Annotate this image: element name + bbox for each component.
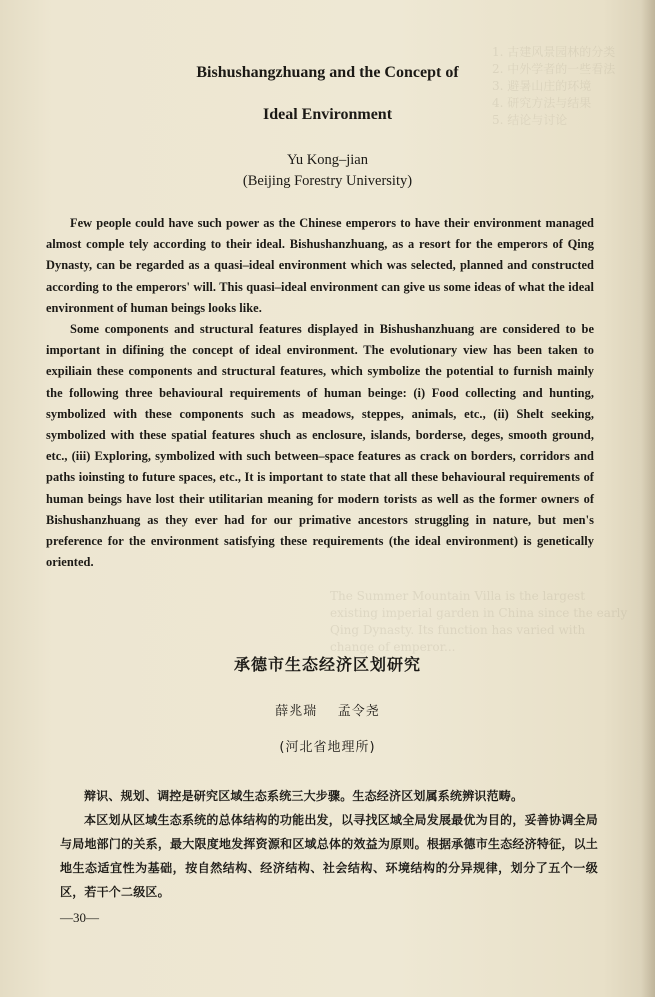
article-title-line-1: Bishushangzhuang and the Concept of bbox=[196, 64, 459, 81]
abstract-paragraph-1-text: Few people could have such power as the Chinese emperors to have their environment managed almost comple tely according to their ideal. Bishushanzhuang, as a resort for the emperors of Qing Dynasty, can be regarded as a quasi–ideal environment which was selected, planned and constructed according to the emperors' will. This quasi–ideal environment can give us some ideas of what the ideal environment of human beings looks like. bbox=[46, 216, 594, 315]
cn-paragraph-1 bbox=[60, 784, 598, 808]
abstract-paragraph-1 bbox=[46, 213, 594, 319]
cn-affiliation: (河北省地理所) bbox=[279, 740, 376, 755]
bleed-through-text-top: 1. 古建风景园林的分类 2. 中外学者的一些看法 3. 避暑山庄的环境 4. 研究方法与结果 5. 结论与讨论 bbox=[492, 45, 616, 127]
cn-article-title: 承德市生态经济区划研究 bbox=[233, 655, 421, 674]
article-title-line-2: Ideal Environment bbox=[262, 106, 393, 123]
bleed-through-text-lower: The Summer Mountain Villa is the largest existing imperial garden in China since the early Qing Dynasty. Its function has varied with change of emperor... bbox=[330, 589, 628, 654]
page-number: —30— bbox=[60, 910, 99, 925]
cn-authors: 薛兆瑞 孟令尧 bbox=[275, 704, 380, 719]
cn-paragraph-1-text: 辩识、规划、调控是研究区域生态系统三大步骤。生态经济区划属系统辨识范畴。 bbox=[84, 789, 524, 803]
abstract-paragraph-2 bbox=[46, 319, 594, 573]
cn-paragraph-2 bbox=[60, 808, 598, 904]
abstract-paragraph-2-text: Some components and structural features displayed in Bishushanzhuang are considered to be important in difining the concept of ideal environment. The evolutionary view has been taken to expiliain these components and structural features, which symbolize the potential to furnish mainly the following three behavioural requirements of human beinge: (i) Food collecting and hunting, symbolized with these components such as meadows, steppes, animals, etc., (ii) Shelt seeking, symbolized with these spatial features shuch as enclosure, islands, borderse, deges, smooth ground, etc., (iii) Exploring, symbolized with such between–space features as crack on borders, corridors and paths ioinsting to future spaces, etc., It is important to state that all these behavioural requirements of human beings have lost their utilitarian meaning for modern torists as well as the former owners of Bishushanzhuang as they ever had for our primative ancestors struggling in nature, but men's preference for the environment satisfying these requirements (the ideal environment) is genetically oriented. bbox=[46, 322, 594, 570]
author-affiliation: (Beijing Forestry University) bbox=[242, 173, 413, 189]
author-name: Yu Kong–jian bbox=[287, 152, 368, 168]
page-edge-shadow bbox=[641, 0, 655, 997]
cn-paragraph-2-text: 本区划从区域生态系统的总体结构的功能出发，以寻找区域全局发展最优为目的，妥善协调全局与局地部门的关系，最大限度地发挥资源和区域总体的效益为原则。根据承德市生态经济特征，以土地生态适宜性为基础，按自然结构、经济结构、社会结构、环境结构的分异规律，划分了五个一级区，若干个二级区。 bbox=[60, 813, 598, 899]
